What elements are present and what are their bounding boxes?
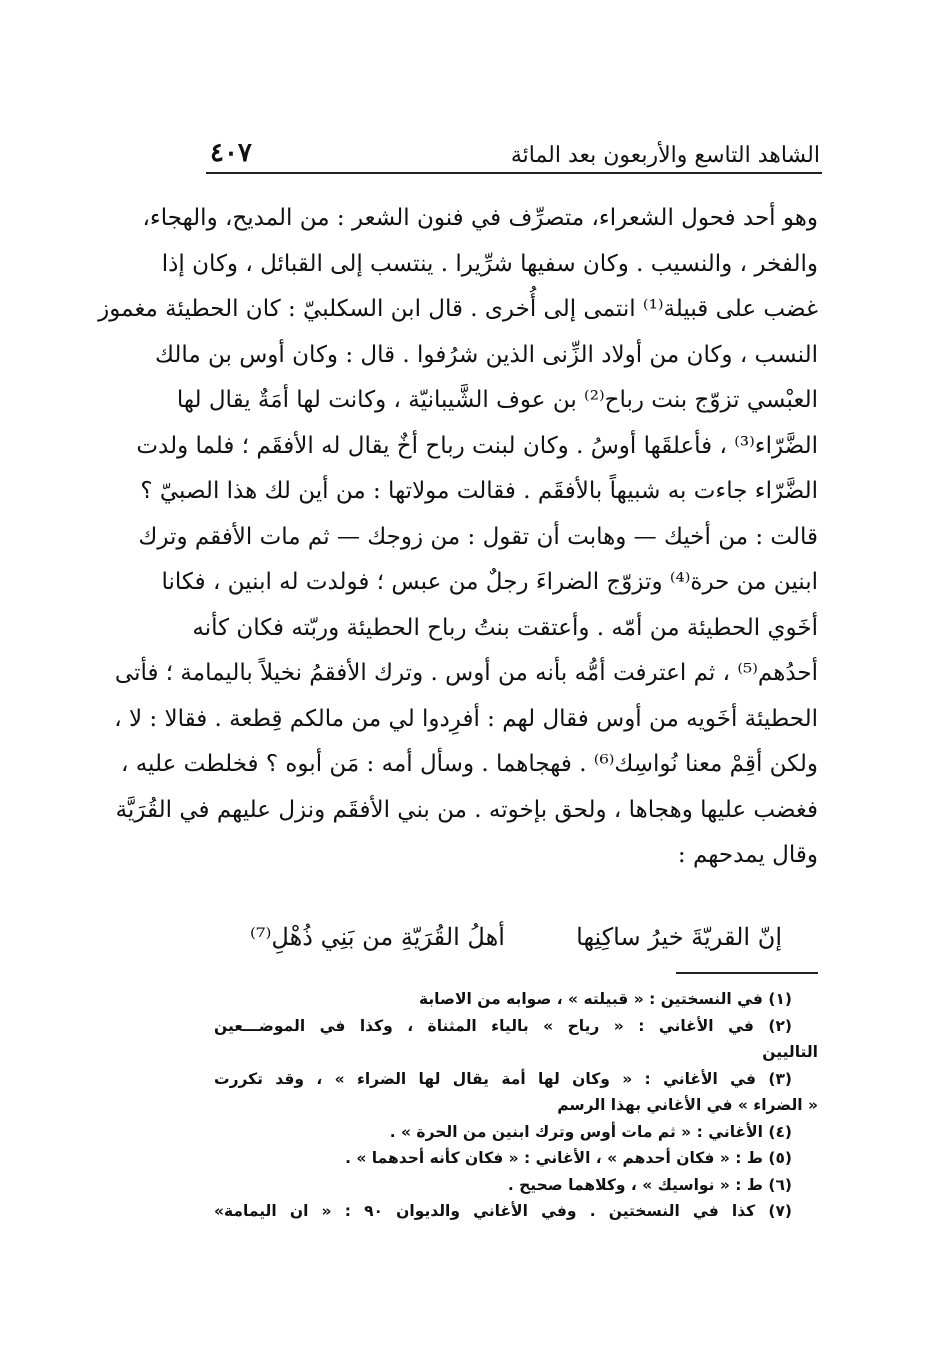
footnote: (٢) في الأغاني : « رياح » بالياء المثناة ، وكذا في الموضـــعين: [214, 1016, 792, 1035]
text-line: غضب على قبيلة⁽¹⁾ انتمى إلى أُخرى . قال ابن السكلبيّ : كان الحطيئة مغموز: [98, 296, 818, 322]
footnote: (٧) كذا في النسختين . وفي الأغاني والديوان ٩٠ : « ان اليمامة»: [214, 1202, 792, 1220]
footnote: (١) في النسختين : « قبيلته » ، صوابه من الاصابة: [418, 990, 792, 1008]
text-line: العبْسي تزوّج بنت رباح⁽²⁾ بن عوف الشَّيبانيّة ، وكانت لها أمَةٌ يقال لها: [176, 387, 818, 413]
text-line: وهو أحد فحول الشعراء، متصرِّف في فنون الشعر : من المديح، والهجاء،: [142, 205, 818, 231]
verse-first-hemistich: إنّ القريّةَ خيرُ ساكِنِها: [576, 923, 782, 951]
text-line: فغضب عليها وهجاها ، ولحق بإخوته . من بني الأفقَم ونزل عليهم في القُرَيَّة: [115, 796, 818, 823]
text-line: أحدُهم⁽⁵⁾ ، ثم اعترفت أمُّه بأنه من أوس . وترك الأفقمُ نخيلاً باليمامة ؛ فأتى: [114, 660, 818, 686]
footnote-continuation: « الضراء » في الأغاني بهذا الرسم: [557, 1096, 818, 1114]
page-number: ٤٠٧: [210, 138, 252, 168]
text-line: والفخر ، والنسيب . وكان سفيها شرِّيرا . ينتسب إلى القبائل ، وكان إذا: [161, 250, 818, 277]
text-line: ولكن أقِمْ معنا نُواسِك⁽⁶⁾ . فهجاهما . وسأل أمه : مَن أبوه ؟ فخلطت عليه ،: [120, 751, 818, 777]
poetry-verse: [250, 912, 782, 962]
footnote: (٤) الأغاني : « ثم مات أوس وترك ابنين من الحرة » .: [389, 1122, 792, 1141]
footnote-rule: [676, 972, 818, 974]
verse-second-hemistich: أهلُ القُرَيّةِ من بَنِي ذُهْلِ⁽⁷⁾: [250, 923, 505, 951]
header-rule: [206, 172, 822, 174]
text-line: أخَوي الحطيئة من أمّه . وأعتقت بنتُ رباح الحطيئة وربّته فكان كأنه: [192, 614, 818, 641]
text-line: وقال يمدحهم :: [677, 842, 818, 868]
text-line: الضَّرّاء⁽³⁾ ، فأعلقَها أوسُ . وكان لبنت رباح أخٌ يقال له الأفقَم ؛ فلما ولدت: [136, 432, 818, 459]
text-line: قالت : من أخيك — وهابت أن تقول : من زوجك — ثم مات الأفقم وترك: [138, 523, 818, 550]
footnotes: [214, 986, 818, 1225]
page-header: [210, 128, 820, 168]
text-line: الضَّرّاء جاءت به شبيهاً بالأفقَم . فقالت مولاتها : من أين لك هذا الصبيّ ؟: [140, 478, 818, 504]
running-head: الشاهد التاسع والأربعون بعد المائة: [510, 143, 820, 168]
footnote: (٣) في الأغاني : « وكان لها أمة يقال لها الضراء » ، وقد تكررت: [214, 1069, 792, 1088]
text-line: ابنين من حرة⁽⁴⁾ وتزوّج الضراءَ رجلٌ من عبس ؛ فولدت له ابنين ، فكانا: [161, 569, 818, 595]
text-line: الحطيئة أخَويه من أوس فقال لهم : أفرِدوا لي من مالكم قِطعة . فقالا : لا ،: [114, 705, 818, 732]
footnote: (٥) ط : « فكان أحدهم » ، الأغاني : « فكان كأنه أحدهما » .: [345, 1149, 792, 1167]
footnote-continuation: التاليين: [762, 1043, 818, 1061]
text-line: النسب ، وكان من أولاد الزِّنى الذين شرُفوا . قال : وكان أوس بن مالك: [154, 341, 818, 368]
body-text: [98, 196, 818, 879]
footnote: (٦) ط : « نواسيك » ، وكلاهما صحيح .: [507, 1175, 792, 1194]
